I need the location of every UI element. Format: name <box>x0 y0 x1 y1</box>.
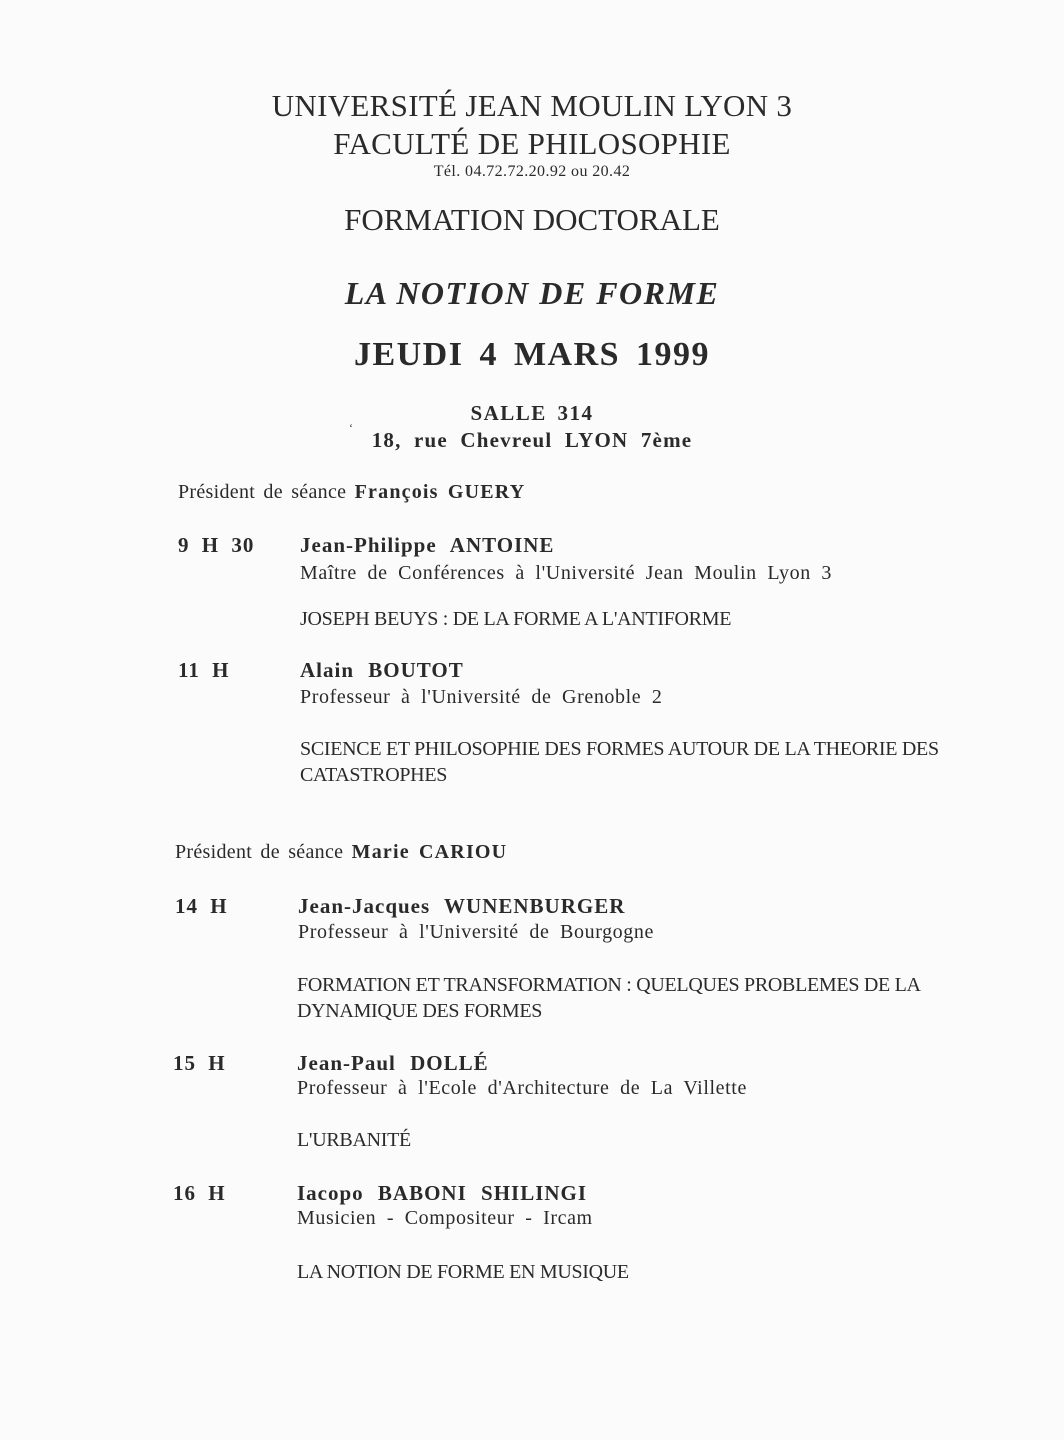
talk-speaker: Jean-Philippe ANTOINE <box>300 533 555 557</box>
talk-speaker-role: Maître de Conférences à l'Université Jean Moulin Lyon 3 <box>300 562 833 584</box>
event-room: SALLE 314 <box>470 401 594 425</box>
talk-speaker: Jean-Jacques WUNENBURGER <box>298 894 626 918</box>
talk-title: SCIENCE ET PHILOSOPHIE DES FORMES AUTOUR DE LA THEORIE DES CATASTROPHES <box>300 738 939 786</box>
session-president <box>178 481 525 504</box>
talk-time: 9 H 30 <box>178 533 255 557</box>
formation-title: FORMATION DOCTORALE <box>344 202 720 237</box>
president-name: François GUERY <box>354 481 526 503</box>
telephone: Tél. 04.72.72.20.92 ou 20.42 <box>433 163 631 180</box>
faculty-name: FACULTÉ DE PHILOSOPHIE <box>333 126 731 161</box>
talk-time: 15 H <box>173 1051 226 1075</box>
session-president <box>175 841 507 864</box>
talk-speaker-role: Musicien - Compositeur - Ircam <box>297 1207 593 1229</box>
event-theme: LA NOTION DE FORME <box>344 275 720 311</box>
president-label: Président de séance <box>178 481 347 503</box>
talk-speaker-role: Professeur à l'Université de Grenoble 2 <box>300 686 663 708</box>
talk-title: FORMATION ET TRANSFORMATION : QUELQUES PROBLEMES DE LA DYNAMIQUE DES FORMES <box>297 974 920 1022</box>
president-label: Président de séance <box>175 841 344 863</box>
talk-speaker-role: Professeur à l'Ecole d'Architecture de La Villette <box>297 1077 747 1099</box>
talk-time: 11 H <box>178 658 230 682</box>
talk-speaker: Jean-Paul DOLLÉ <box>297 1051 489 1075</box>
talk-speaker-role: Professeur à l'Université de Bourgogne <box>298 921 654 943</box>
talk-time: 16 H <box>173 1181 226 1205</box>
talk-speaker: Iacopo BABONI SHILINGI <box>297 1181 588 1205</box>
event-address: 18, rue Chevreul LYON 7ème <box>371 428 693 452</box>
stray-mark: ‘ <box>349 421 353 435</box>
event-date: JEUDI 4 MARS 1999 <box>353 336 711 373</box>
talk-title: JOSEPH BEUYS : DE LA FORME A L'ANTIFORME <box>300 608 732 630</box>
talk-speaker: Alain BOUTOT <box>300 658 464 682</box>
talk-title: LA NOTION DE FORME EN MUSIQUE <box>297 1261 629 1283</box>
talk-time: 14 H <box>175 894 228 918</box>
talk-title: L'URBANITÉ <box>297 1129 411 1151</box>
university-name: UNIVERSITÉ JEAN MOULIN LYON 3 <box>271 88 793 123</box>
president-name: Marie CARIOU <box>351 841 508 863</box>
